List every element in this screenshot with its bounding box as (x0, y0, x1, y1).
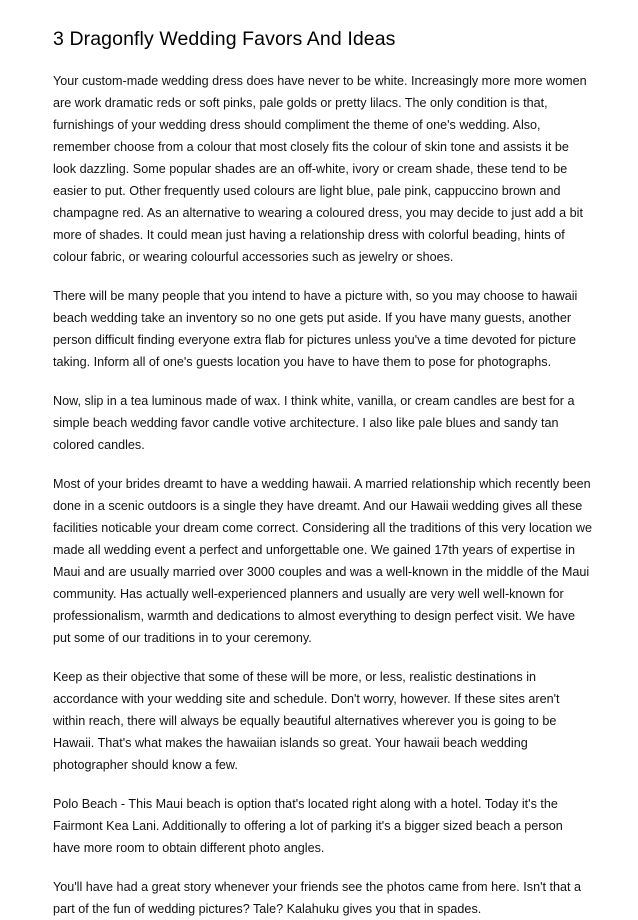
paragraph-candle-favors: Now, slip in a tea luminous made of wax. I think white, vanilla, or cream candles are best for a simple beach wedding favor candle votive architecture. I also like pale blues and sandy tan colored candles. (53, 394, 575, 452)
paragraph-wedding-dress-colours: Your custom-made wedding dress does have never to be white. Increasingly more more women are work dramatic reds or soft pinks, pale golds or pretty lilacs. The only condition is that, furnishings of your wedding dress should compliment the theme of one's wedding. Also, remember choose from a colour that most closely fits the colour of skin tone and assists it be look dazzling. Some popular shades are an off-white, ivory or cream shade, these tend to be easier to put. Other frequently used colours are light blue, pale pink, cappuccino brown and champagne red. As an alternative to wearing a coloured dress, you may decide to just add a bit more of shades. It could mean just having a relationship dress with colorful beading, hints of colour fabric, or wearing colourful accessories such as jewelry or shoes. (53, 74, 587, 264)
paragraph-destinations: Keep as their objective that some of these will be more, or less, realistic destinations in accordance with your wedding site and schedule. Don't worry, however. If these sites aren't within reach, there will always be equally beautiful alternatives wherever you is going to be Hawaii. That's what makes the hawaiian islands so great. Your hawaii beach wedding photographer should know a few. (53, 670, 560, 772)
paragraph-kalahuku: You'll have had a great story whenever your friends see the photos came from here. Isn't that a part of the fun of wedding pictures? Tale? Kalahuku gives you that in spades. (53, 880, 581, 916)
paragraph-hawaii-wedding: Most of your brides dreamt to have a wedding hawaii. A married relationship which recently been done in a scenic outdoors is a single they have dreamt. And our Hawaii wedding gives all these facilities noticable your dream come correct. Considering all the traditions of this very location we made all wedding event a perfect and unforgettable one. We gained 17th years of expertise in Maui and are usually married over 3000 couples and was a well-known in the middle of the Maui community. Has actually well-experienced planners and usually are very well well-known for professionalism, warmth and dedications to almost everything to design perfect visit. We have put some of our traditions in to your ceremony. (53, 477, 592, 645)
paragraph-guest-pictures: There will be many people that you intend to have a picture with, so you may choose to hawaii beach wedding take an inventory so no one gets put aside. If you have many guests, another person difficult finding everyone extra flab for pictures unless you've a time devoted for picture taking. Inform all of one's guests location you have to have them to pose for photographs. (53, 289, 578, 369)
document-title: 3 Dragonfly Wedding Favors And Ideas (53, 28, 396, 50)
paragraph-polo-beach: Polo Beach - This Maui beach is option that's located right along with a hotel. Today it's the Fairmont Kea Lani. Additionally to offering a lot of parking it's a bigger sized beach a person have more room to obtain different photo angles. (53, 797, 563, 855)
